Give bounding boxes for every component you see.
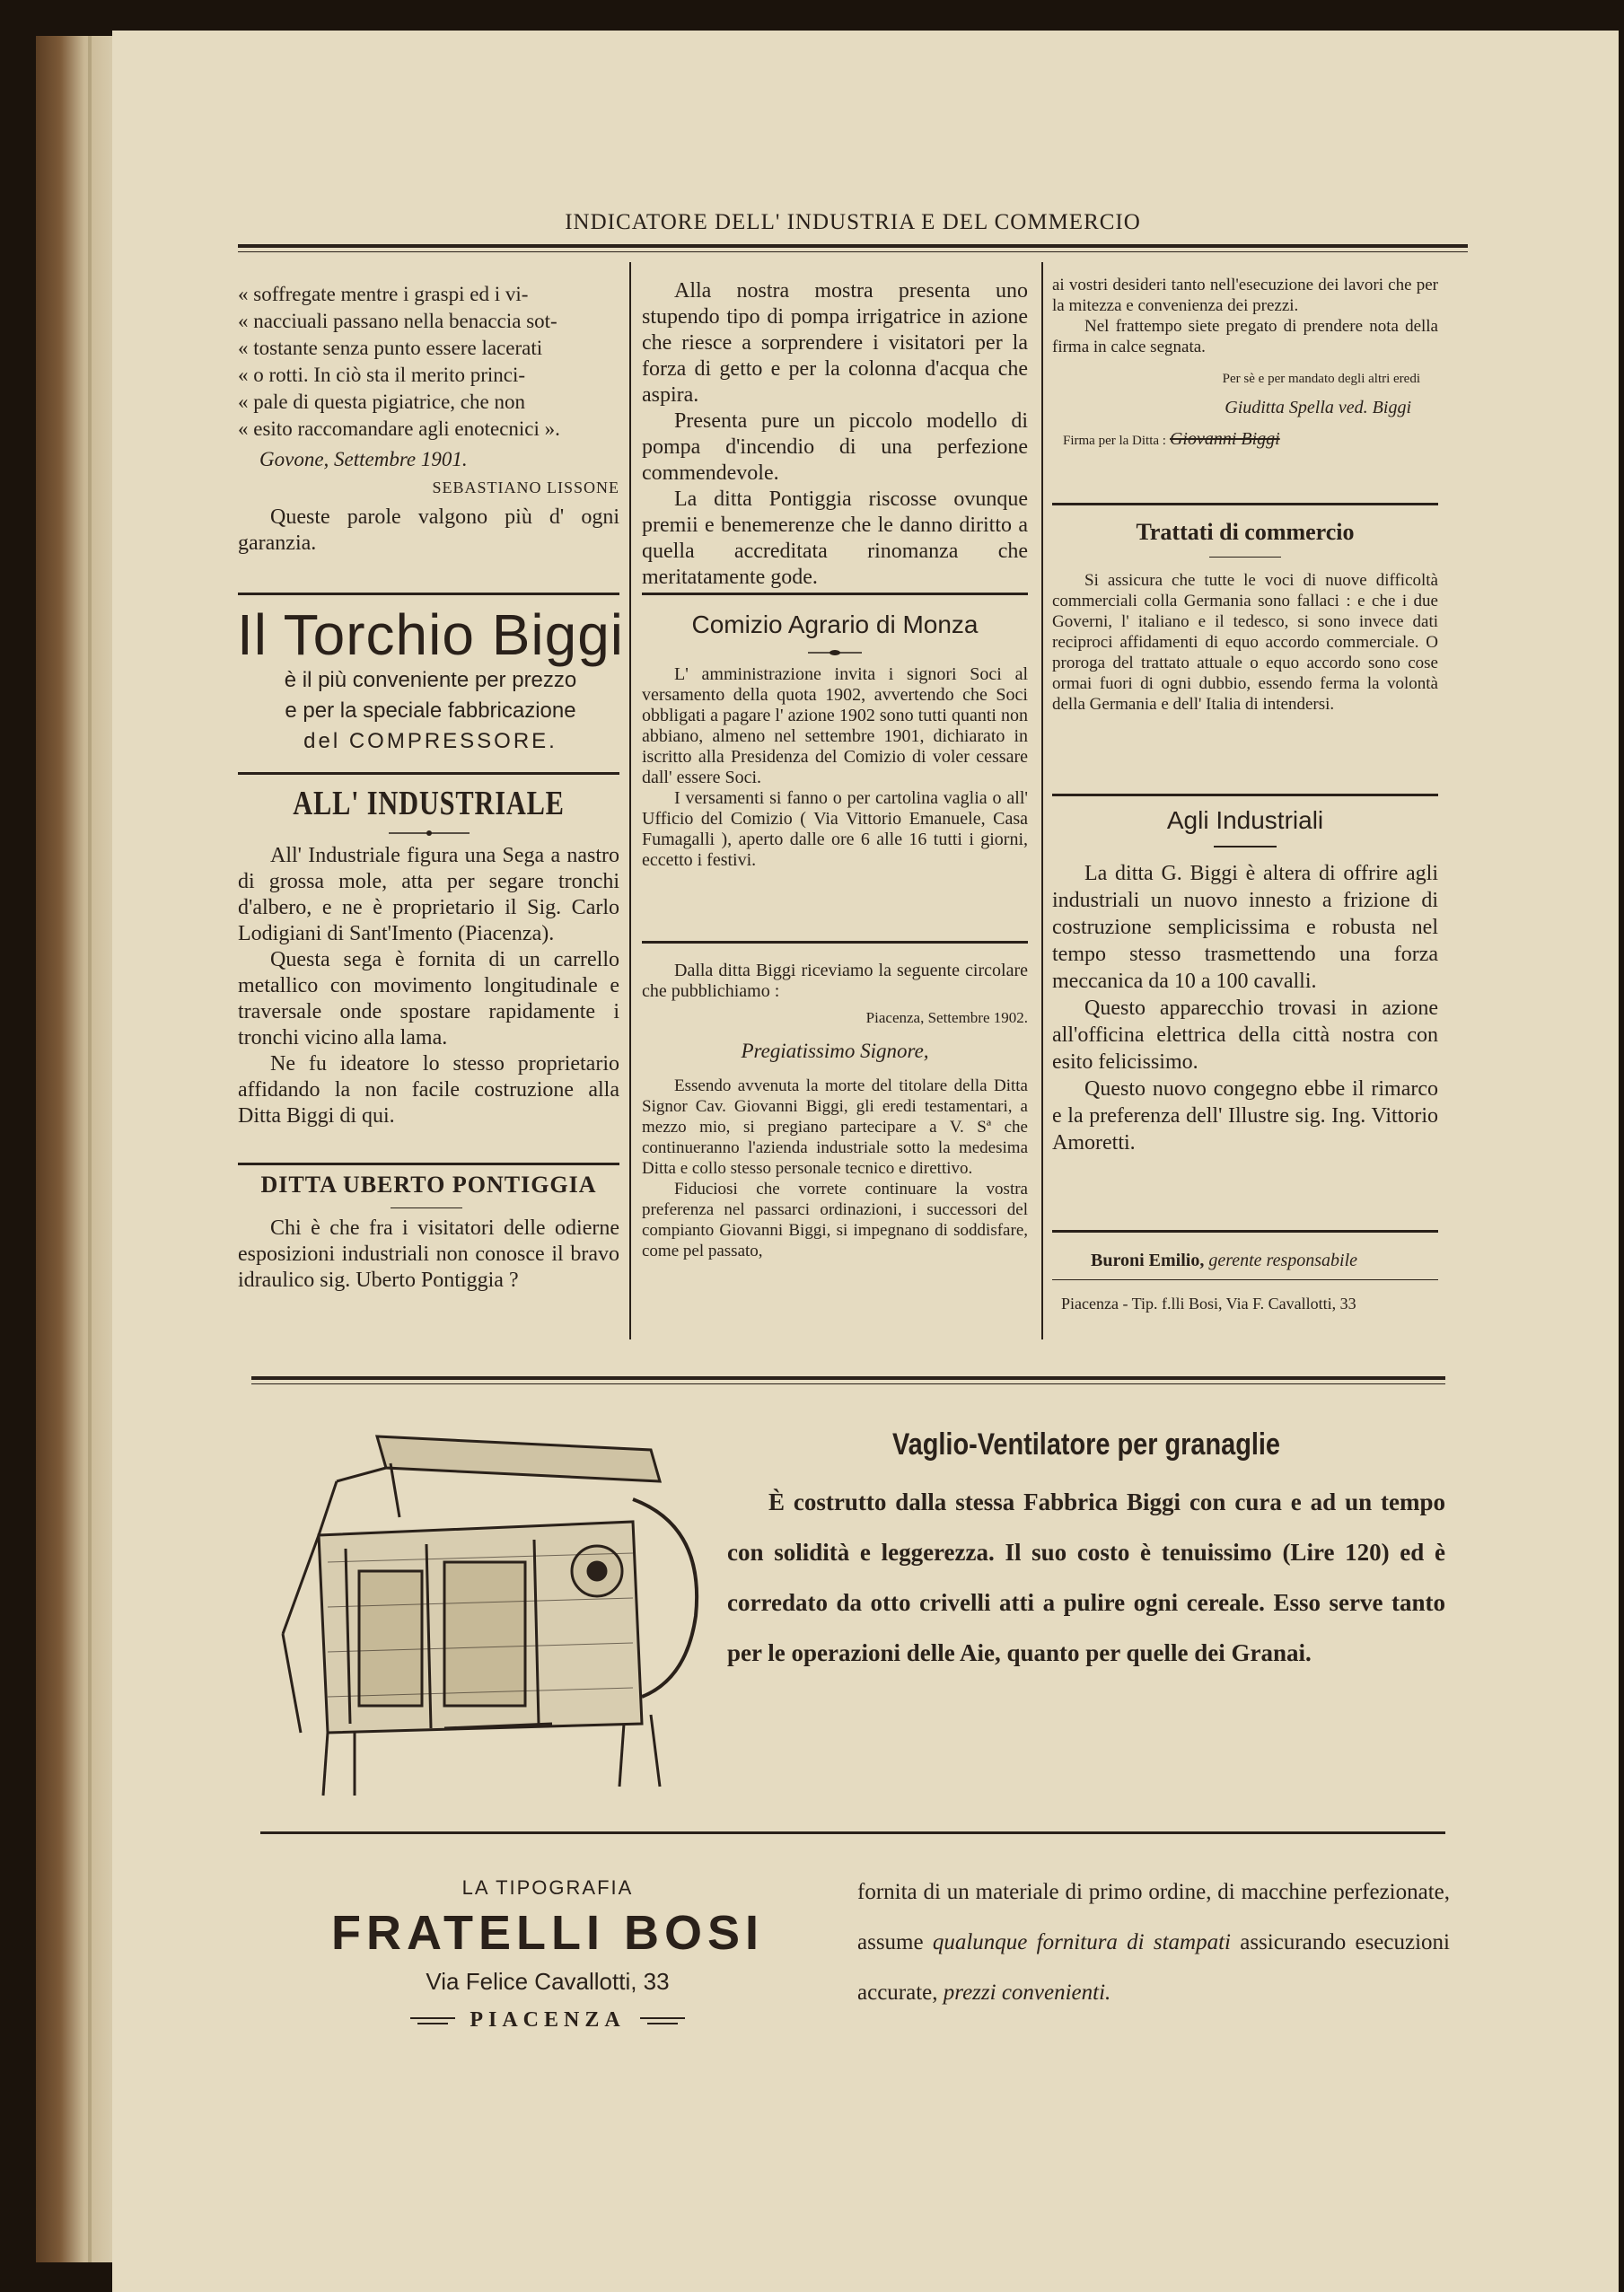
tipografia-ad (278, 1876, 817, 2033)
ornament-right (640, 2015, 685, 2026)
rule-before-agli (1052, 794, 1438, 796)
signature-note: Per sè e per mandato degli altri eredi (1222, 372, 1420, 386)
testimonial-quote (238, 281, 619, 443)
heading-underline (391, 1207, 462, 1208)
industriale-paragraph: Questa sega è fornita di un carrello metallico con movimento longitudinale e traversale onde spostare rapidamente i tronchi vicino alla lama. (238, 948, 619, 1049)
tipografia-description (857, 1867, 1450, 2018)
torchio-title: Il Torchio Biggi (236, 602, 625, 667)
agli-paragraph: Questo nuovo congegno ebbe il rimarco e la preferenza dell' Illustre sig. Ing. Vittorio Amoretti. (1052, 1077, 1438, 1155)
heading-underline (1214, 846, 1277, 847)
firma-label: Firma per la Ditta : (1063, 434, 1166, 448)
vaglio-ad (727, 1427, 1445, 1678)
ornament-divider (808, 648, 862, 657)
comizio-paragraph: L' amministrazione invita i signori Soci al versamento della quota 1902, avvertendo che Soci obbligati a pagare l' azione 1902 sono tutti quanti non abbiano, almeno nel settembre 1901, dichiarato in iscritto alla Presidenza del Comizio di voler cessare dall' essere Soci. (642, 664, 1028, 787)
agli-article (1052, 806, 1438, 1156)
rule-before-industriale (238, 772, 619, 775)
torchio-line-1: è il più conveniente per prezzo (284, 668, 577, 692)
ornament-divider (389, 829, 470, 838)
quote-line: « nacciuali passano nella benaccia sot- (238, 310, 557, 332)
industriale-paragraph: Ne fu ideatore lo stesso proprietario affidando la non facile costruzione alla Ditta Biggi di qui. (238, 1052, 619, 1128)
heading-underline (1209, 557, 1281, 558)
tipografia-city: PIACENZA (470, 2008, 626, 2032)
tipografia-city-line (278, 2008, 817, 2033)
rule-before-comizio (642, 593, 1028, 595)
section-rule-thick (251, 1376, 1445, 1380)
pontiggia-paragraph: Chi è che fra i visitatori delle odierne esposizioni industriali non conosce il bravo idraulico sig. Uberto Pontiggia ? (238, 1216, 619, 1292)
section-rule-thin (251, 1383, 1445, 1384)
gerente-role: gerente responsabile (1208, 1251, 1358, 1270)
column-1 (238, 281, 619, 557)
page-edges (88, 36, 92, 2262)
winnowing-machine-illustration (265, 1427, 714, 1805)
tipografia-text: fornita di un materiale di primo ordine, di macchine perfezionate, assume (857, 1880, 1450, 1954)
circolare-continued: Nel frattempo siete pregato di prendere nota della firma in calce segnata. (1052, 317, 1438, 356)
book-binding (36, 36, 117, 2262)
torchio-ad (235, 602, 626, 754)
industriale-heading: ALL' INDUSTRIALE (293, 785, 565, 822)
quote-line: « tostante senza punto essere lacerati (238, 337, 543, 359)
rule-before-torchio (238, 593, 619, 595)
column-divider-2 (1041, 262, 1043, 1339)
tipografia-address: Via Felice Cavallotti, 33 (426, 1968, 670, 1995)
header-rule-thin (238, 251, 1468, 252)
testimonial-dateline: Govone, Settembre 1901. (259, 448, 468, 470)
testimonial-signature: SEBASTIANO LISSONE (432, 479, 619, 496)
column-divider-1 (629, 262, 631, 1339)
circolare-continued: ai vostri desideri tanto nell'esecuzione dei lavori che per la mitezza e convenienza dei prezzi. (1052, 276, 1438, 315)
rule-before-pontiggia (238, 1163, 619, 1165)
tipografia-text: assicurando esecuzioni accurate, (857, 1930, 1450, 2005)
agli-paragraph: Questo apparecchio trovasi in azione all'officina elettrica della città nostra con esito felicissimo. (1052, 997, 1438, 1074)
quote-line: « esito raccomandare agli enotecnici ». (238, 417, 560, 440)
firma-line (1052, 429, 1438, 450)
rule-before-trattati (1052, 503, 1438, 505)
section-rule-lower (260, 1831, 1445, 1834)
torchio-line-2: e per la speciale fabbricazione (285, 698, 576, 723)
firma-name: Giovanni Biggi (1169, 429, 1280, 449)
trattati-article (1052, 519, 1438, 715)
column-2 (642, 278, 1028, 591)
pontiggia-heading: DITTA UBERTO PONTIGGIA (260, 1172, 597, 1198)
comizio-article (642, 610, 1028, 871)
running-title: INDICATORE DELL' INDUSTRIA E DEL COMMERCIO (565, 210, 1141, 234)
comizio-heading: Comizio Agrario di Monza (691, 610, 979, 638)
tipografia-text-italic: prezzi convenienti. (943, 1980, 1111, 2005)
vaglio-body: È costrutto dalla stessa Fabbrica Biggi con cura e ad un tempo con solidità e leggerezza. Il suo costo è tenuissimo (Lire 120) ed è corredato da otto crivelli atti a pulire ogni cereale. Esso serve tanto per le operazioni delle Aie, quanto per quelle dei Granai. (727, 1488, 1445, 1666)
rule-before-circolare (642, 941, 1028, 944)
comizio-paragraph: I versamenti si fanno o per cartolina vaglia o all' Ufficio del Comizio ( Via Vittorio Emanuele, Casa Fumagalli ), aperto dalle ore 6 alle 16 tutti i giorni, eccetto i festivi. (642, 788, 1028, 870)
circolare-paragraph: Essendo avvenuta la morte del titolare della Ditta Signor Cav. Giovanni Biggi, gli eredi testamentari, a mezzo mio, si pregiano partecipare a V. Sª che continueranno l'azienda industriale sotto la medesima Ditta e collo stesso personale tecnico e direttivo. (642, 1076, 1028, 1178)
pontiggia-paragraph: Alla nostra mostra presenta uno stupendo tipo di pompa irrigatrice in azione che riesce a sorprendere i visitatori per la forza di getto e per la colonna d'acqua che aspira. (642, 279, 1028, 407)
header-rule-thick (238, 244, 1468, 248)
running-header (251, 210, 1454, 235)
agli-heading: Agli Industriali (1166, 806, 1324, 834)
gerente-rule (1052, 1279, 1438, 1280)
quote-line: « o rotti. In ciò sta il merito princi- (238, 364, 526, 386)
industriale-paragraph: All' Industriale figura una Sega a nastro di grossa mole, atta per segare tronchi d'albero, e ne è proprietario il Sig. Carlo Lodigiani di Sant'Imento (Piacenza). (238, 844, 619, 945)
rule-before-gerente (1052, 1230, 1438, 1233)
circolare-dateline: Piacenza, Settembre 1902. (865, 1009, 1028, 1026)
column-3 (1052, 275, 1438, 450)
circolare-article (642, 961, 1028, 1261)
tipografia-label: LA TIPOGRAFIA (461, 1876, 634, 1899)
pontiggia-paragraph: La ditta Pontiggia riscosse ovunque premii e benemerenze che le danno diritto a quella accreditata rinomanza che meritatamente gode. (642, 487, 1028, 589)
gerente-name: Buroni Emilio, (1091, 1251, 1205, 1270)
ornament-left (410, 2015, 455, 2026)
quote-line: « soffregate mentre i graspi ed i vi- (238, 283, 529, 305)
tipografia-text-italic: qualunque fornitura di stampati (932, 1930, 1231, 1954)
trattati-heading: Trattati di commercio (1136, 519, 1355, 545)
circolare-salutation: Pregiatissimo Signore, (741, 1040, 929, 1062)
tipografia-name: FRATELLI BOSI (331, 1906, 764, 1960)
printer-line: Piacenza - Tip. f.lli Bosi, Via F. Cavallotti, 33 (1061, 1295, 1356, 1313)
circolare-paragraph: Fiduciosi che vorrete continuare la vostra preferenza nel passarci ordinazioni, i successori del compianto Giovanni Biggi, si impegnano di soddisfare, come pel passato, (642, 1180, 1028, 1260)
circolare-intro: Dalla ditta Biggi riceviamo la seguente circolare che pubblichiamo : (642, 961, 1028, 1001)
agli-paragraph: La ditta G. Biggi è altera di offrire agli industriali un nuovo innesto a frizione di costruzione semplicissima e robusta nel tempo stesso trasmettendo una forza meccanica da 10 a 100 cavalli. (1052, 862, 1438, 993)
signature-name: Giuditta Spella ved. Biggi (1225, 398, 1411, 417)
gerente-line (1091, 1251, 1450, 1271)
trattati-paragraph: Si assicura che tutte le voci di nuove difficoltà commerciali colla Germania sono fallaci : e che i due Governi, l' italiano e il tedesco, si sono invece dati reciproci affidamenti di equo accordo commerciale. O proroga del trattato attuale o equo accordo sono cose ormai fuori di ogni dubbio, essendo ferma la volontà della Germania e dell' Italia di intendersi. (1052, 571, 1438, 714)
pontiggia-article (238, 1172, 619, 1294)
pontiggia-paragraph: Presenta pure un piccolo modello di pompa d'incendio di una perfezione commendevole. (642, 409, 1028, 485)
vaglio-title: Vaglio-Ventilatore per granaglie (891, 1427, 1281, 1462)
closing-remark: Queste parole valgono più d' ogni garanzia. (238, 505, 619, 555)
torchio-line-3: del COMPRESSORE. (303, 729, 557, 753)
quote-line: « pale di questa pigiatrice, che non (238, 391, 525, 413)
industriale-article (238, 784, 619, 1129)
